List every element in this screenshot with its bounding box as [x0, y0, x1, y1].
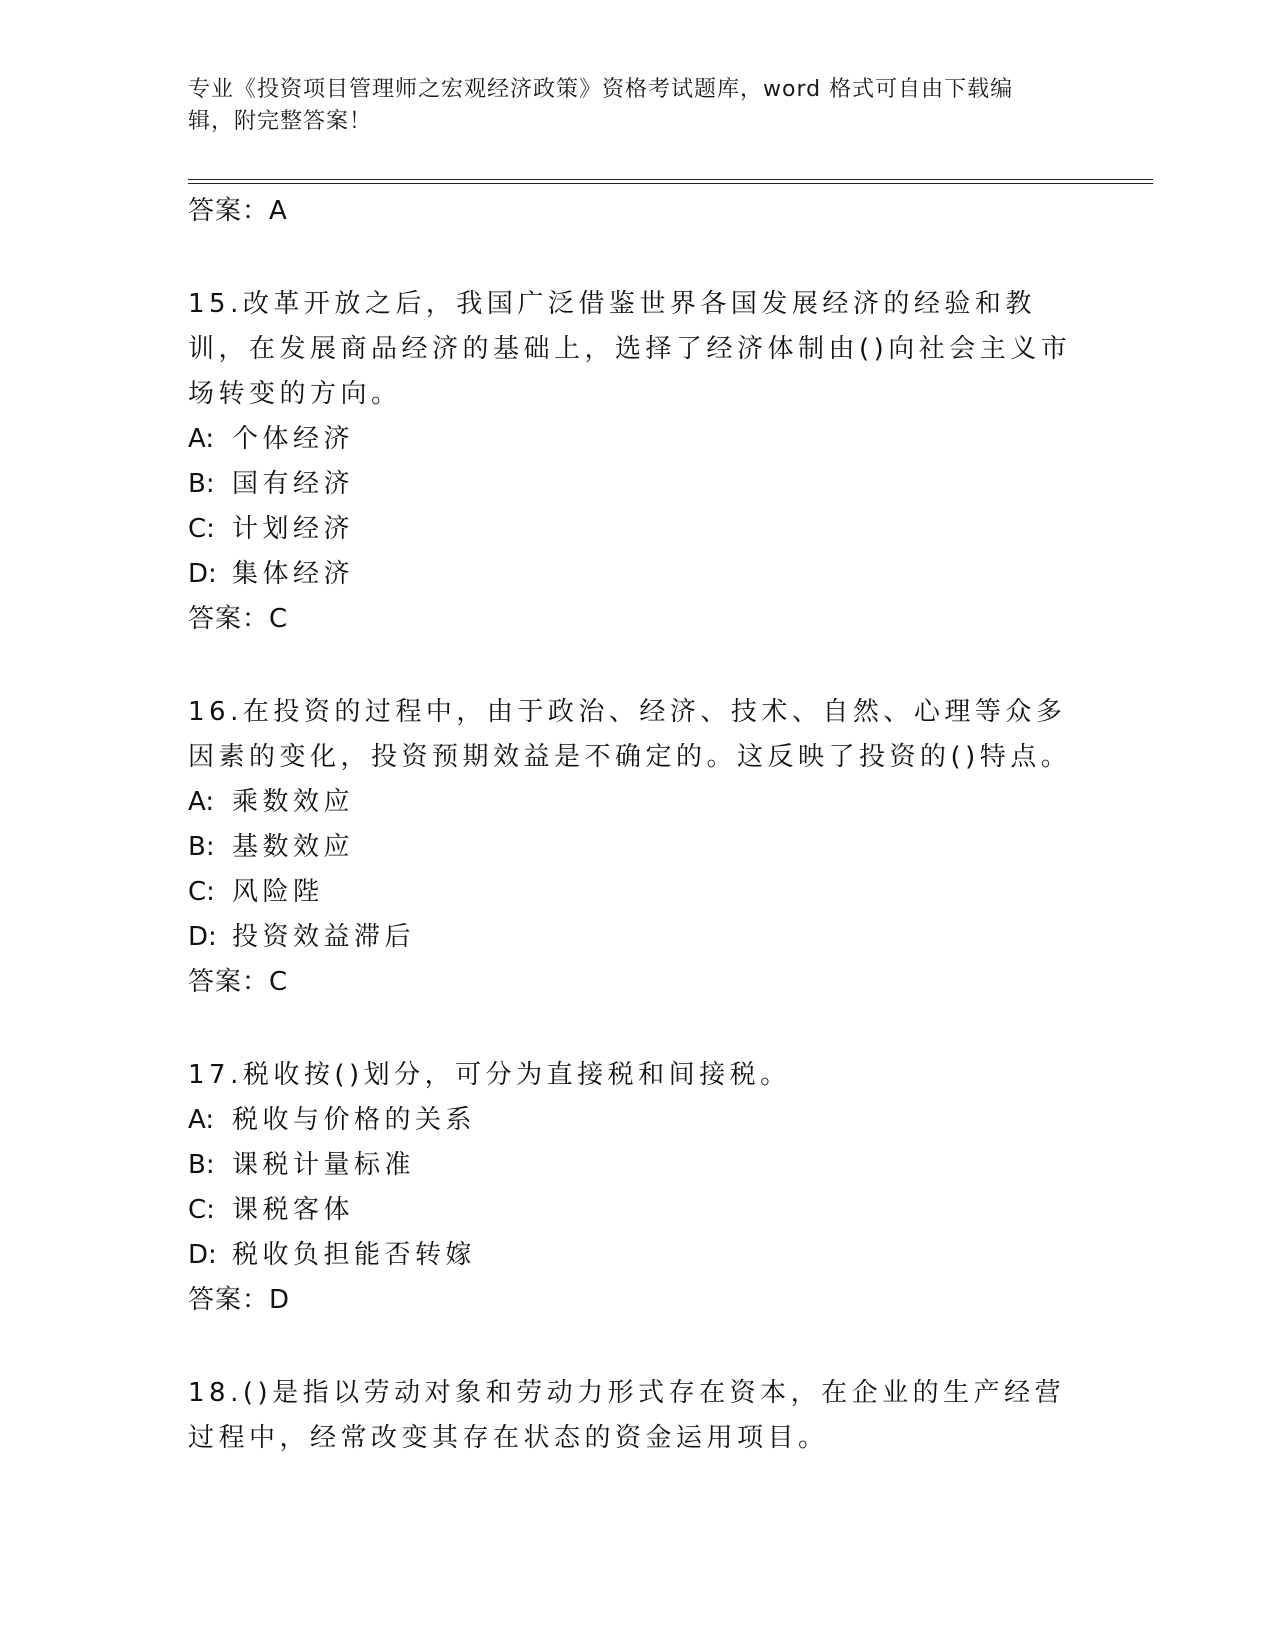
option-key: B:	[188, 1150, 215, 1180]
option-key: D:	[188, 559, 217, 589]
question-stem: 18.()是指以劳动对象和劳动力形式存在资本，在企业的生产经营过程中，经常改变其存在状态的资金运用项目。	[188, 1378, 1066, 1453]
option-key: C:	[188, 1195, 215, 1225]
question-17	[188, 1053, 1078, 1322]
spacer	[188, 1322, 1078, 1371]
answer-prev: 答案：A	[188, 196, 288, 226]
option-c	[188, 870, 1078, 915]
option-text: 集体经济	[232, 559, 355, 589]
header-line-1: 专业《投资项目管理师之宏观经济政策》资格考试题库，word 格式可自由下载编	[188, 77, 1014, 102]
option-d	[188, 552, 1078, 597]
option-text: 课税计量标准	[232, 1150, 416, 1180]
option-key: D:	[188, 1240, 217, 1270]
option-a	[188, 780, 1078, 825]
header-rule-thick	[188, 183, 1153, 184]
option-key: A:	[188, 787, 215, 817]
option-text: 计划经济	[232, 514, 355, 544]
option-text: 税收与价格的关系	[232, 1105, 477, 1135]
option-text: 课税客体	[232, 1195, 355, 1225]
option-key: C:	[188, 877, 215, 907]
option-key: A:	[188, 424, 215, 454]
option-text: 个体经济	[232, 424, 355, 454]
option-a	[188, 1098, 1078, 1143]
question-list	[188, 189, 1078, 1461]
option-c	[188, 507, 1078, 552]
question-stem: 17.税收按()划分，可分为直接税和间接税。	[188, 1060, 791, 1090]
option-b	[188, 825, 1078, 870]
option-d	[188, 915, 1078, 960]
spacer	[188, 233, 1078, 282]
option-key: B:	[188, 832, 215, 862]
spacer	[188, 1004, 1078, 1053]
option-b	[188, 1143, 1078, 1188]
question-stem: 15.改革开放之后，我国广泛借鉴世界各国发展经济的经验和教训，在发展商品经济的基础上，选择了经济体制由()向社会主义市场转变的方向。	[188, 289, 1072, 409]
spacer	[188, 641, 1078, 690]
option-text: 国有经济	[232, 469, 355, 499]
option-key: D:	[188, 922, 217, 952]
option-key: C:	[188, 514, 215, 544]
option-text: 风险陛	[232, 877, 324, 907]
question-16	[188, 690, 1078, 1004]
answer: 答案：C	[188, 967, 289, 997]
option-a	[188, 417, 1078, 462]
option-text: 投资效益滞后	[232, 922, 416, 952]
option-key: B:	[188, 469, 215, 499]
header-rule-thin	[188, 179, 1153, 180]
option-d	[188, 1233, 1078, 1278]
answer: 答案：D	[188, 1285, 291, 1315]
option-text: 基数效应	[232, 832, 355, 862]
header-line-2: 辑，附完整答案！	[188, 109, 373, 134]
answer: 答案：C	[188, 604, 289, 634]
option-key: A:	[188, 1105, 215, 1135]
option-c	[188, 1188, 1078, 1233]
option-text: 税收负担能否转嫁	[232, 1240, 477, 1270]
page-header	[188, 74, 1068, 138]
question-15	[188, 282, 1078, 641]
option-text: 乘数效应	[232, 787, 355, 817]
option-b	[188, 462, 1078, 507]
question-stem: 16.在投资的过程中，由于政治、经济、技术、自然、心理等众多因素的变化，投资预期效益是不确定的。这反映了投资的()特点。	[188, 697, 1072, 772]
question-18	[188, 1371, 1078, 1461]
